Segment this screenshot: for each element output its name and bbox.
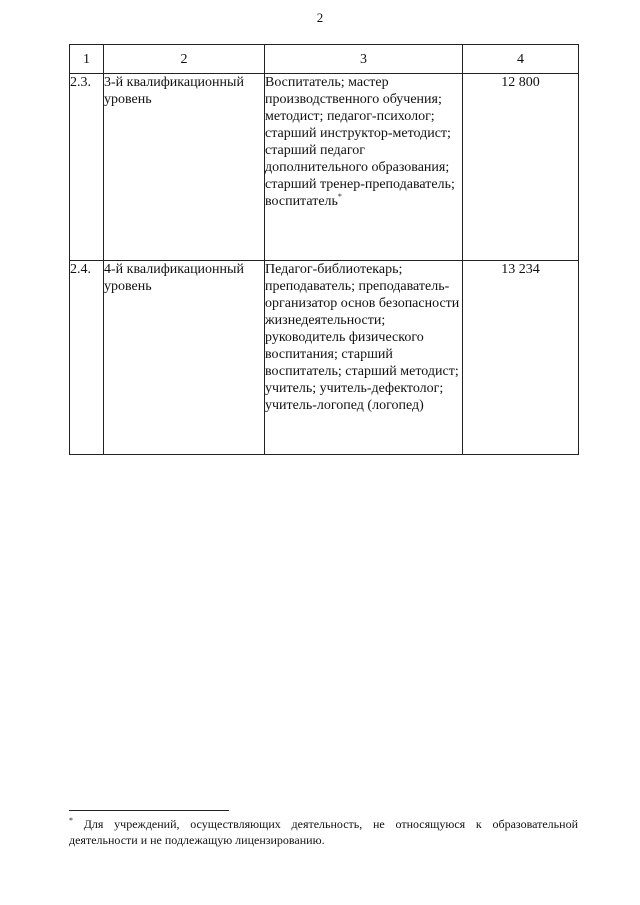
qualification-level: 4-й квалификационный уровень — [104, 261, 265, 455]
positions-text: Педагог-библиотекарь; преподаватель; преподаватель-организатор основ безопасности жизнедеятельности; руководитель физического воспитания; старший воспитатель; старший методист; учитель; учитель-дефектолог; учитель-логопед (логопед) — [265, 262, 460, 413]
qualification-level: 3-й квалификационный уровень — [104, 74, 265, 261]
footnote-marker: * — [337, 192, 342, 201]
footnote — [69, 816, 578, 848]
table-row — [70, 261, 579, 455]
table-row — [70, 74, 579, 261]
column-header: 3 — [265, 45, 463, 74]
row-number: 2.3. — [70, 74, 104, 261]
column-header: 1 — [70, 45, 104, 74]
positions-cell — [265, 74, 463, 261]
table-header-row — [70, 45, 579, 74]
row-number: 2.4. — [70, 261, 104, 455]
column-header: 4 — [463, 45, 579, 74]
column-header: 2 — [104, 45, 265, 74]
positions-text: Воспитатель; мастер производственного обучения; методист; педагог-психолог; старший инструктор-методист; старший педагог дополнительного образования; старший тренер-преподаватель; воспитатель — [265, 75, 455, 209]
footnote-text: Для учреждений, осуществляющих деятельность, не относящуюся к образовательной деятельности и не подлежащую лицензированию. — [69, 817, 578, 847]
footnote-divider — [69, 810, 229, 811]
positions-cell — [265, 261, 463, 455]
page-number: 2 — [316, 10, 324, 25]
salary-amount: 12 800 — [463, 74, 579, 261]
salary-amount: 13 234 — [463, 261, 579, 455]
footnote-marker: * — [69, 816, 73, 825]
salary-table — [69, 44, 579, 455]
